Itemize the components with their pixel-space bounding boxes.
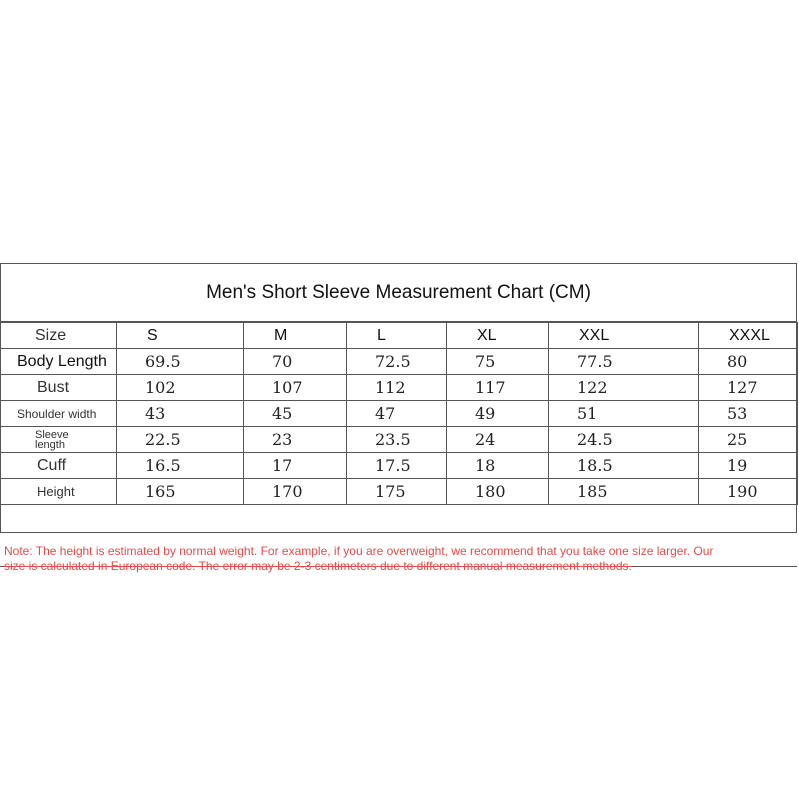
table-row xyxy=(1,479,798,505)
chart-title-text: Men's Short Sleeve Measurement Chart (CM) xyxy=(206,281,591,303)
size-xl: XL xyxy=(447,323,549,349)
cell: 43 xyxy=(117,401,244,427)
cell: 80 xyxy=(699,349,798,375)
table-header-row xyxy=(1,323,798,349)
table-row xyxy=(1,453,798,479)
size-l: L xyxy=(347,323,447,349)
row-label-line: length xyxy=(35,438,65,451)
cell: 53 xyxy=(699,401,798,427)
cell: 165 xyxy=(117,479,244,505)
cell: 49 xyxy=(447,401,549,427)
note-line-1: Note: The height is estimated by normal weight. For example, if you are overweight, we recommend that you take one size larger. Our xyxy=(4,544,714,558)
cell: 23 xyxy=(244,427,347,453)
size-m: M xyxy=(244,323,347,349)
size-xxxl: XXXL xyxy=(699,323,798,349)
cell: 16.5 xyxy=(117,453,244,479)
cell: 70 xyxy=(244,349,347,375)
row-label: Bust xyxy=(1,375,117,401)
cell: 18 xyxy=(447,453,549,479)
cell: 185 xyxy=(549,479,699,505)
cell: 24 xyxy=(447,427,549,453)
cell: 77.5 xyxy=(549,349,699,375)
cell: 17 xyxy=(244,453,347,479)
table-row xyxy=(1,427,798,453)
cell: 19 xyxy=(699,453,798,479)
cell: 170 xyxy=(244,479,347,505)
size-table xyxy=(0,322,798,505)
cell: 24.5 xyxy=(549,427,699,453)
size-s: S xyxy=(117,323,244,349)
table-row xyxy=(1,375,798,401)
row-label xyxy=(1,427,117,453)
cell: 127 xyxy=(699,375,798,401)
table-row xyxy=(1,401,798,427)
row-label: Body Length xyxy=(1,349,117,375)
chart-title xyxy=(1,264,796,322)
cell: 75 xyxy=(447,349,549,375)
cell: 175 xyxy=(347,479,447,505)
row-label: Height xyxy=(1,479,117,505)
note-line-2: size is calculated in European code. The error may be 2-3 centimeters due to different manual measurement methods. xyxy=(4,559,632,573)
cell: 117 xyxy=(447,375,549,401)
cell: 190 xyxy=(699,479,798,505)
cell: 102 xyxy=(117,375,244,401)
cell: 112 xyxy=(347,375,447,401)
row-label-line: Sleeve xyxy=(35,428,69,441)
size-xxl: XXL xyxy=(549,323,699,349)
table-row xyxy=(1,349,798,375)
cell: 107 xyxy=(244,375,347,401)
cell: 23.5 xyxy=(347,427,447,453)
cell: 18.5 xyxy=(549,453,699,479)
cell: 122 xyxy=(549,375,699,401)
cell: 180 xyxy=(447,479,549,505)
blank-footer-row xyxy=(1,510,796,532)
cell: 17.5 xyxy=(347,453,447,479)
cell: 47 xyxy=(347,401,447,427)
measurement-chart xyxy=(0,263,797,533)
cell: 22.5 xyxy=(117,427,244,453)
row-label: Cuff xyxy=(1,453,117,479)
header-size-label: Size xyxy=(1,323,117,349)
cell: 25 xyxy=(699,427,798,453)
cell: 69.5 xyxy=(117,349,244,375)
cell: 72.5 xyxy=(347,349,447,375)
size-note xyxy=(4,544,794,574)
row-label: Shoulder width xyxy=(1,401,117,427)
cell: 45 xyxy=(244,401,347,427)
cell: 51 xyxy=(549,401,699,427)
